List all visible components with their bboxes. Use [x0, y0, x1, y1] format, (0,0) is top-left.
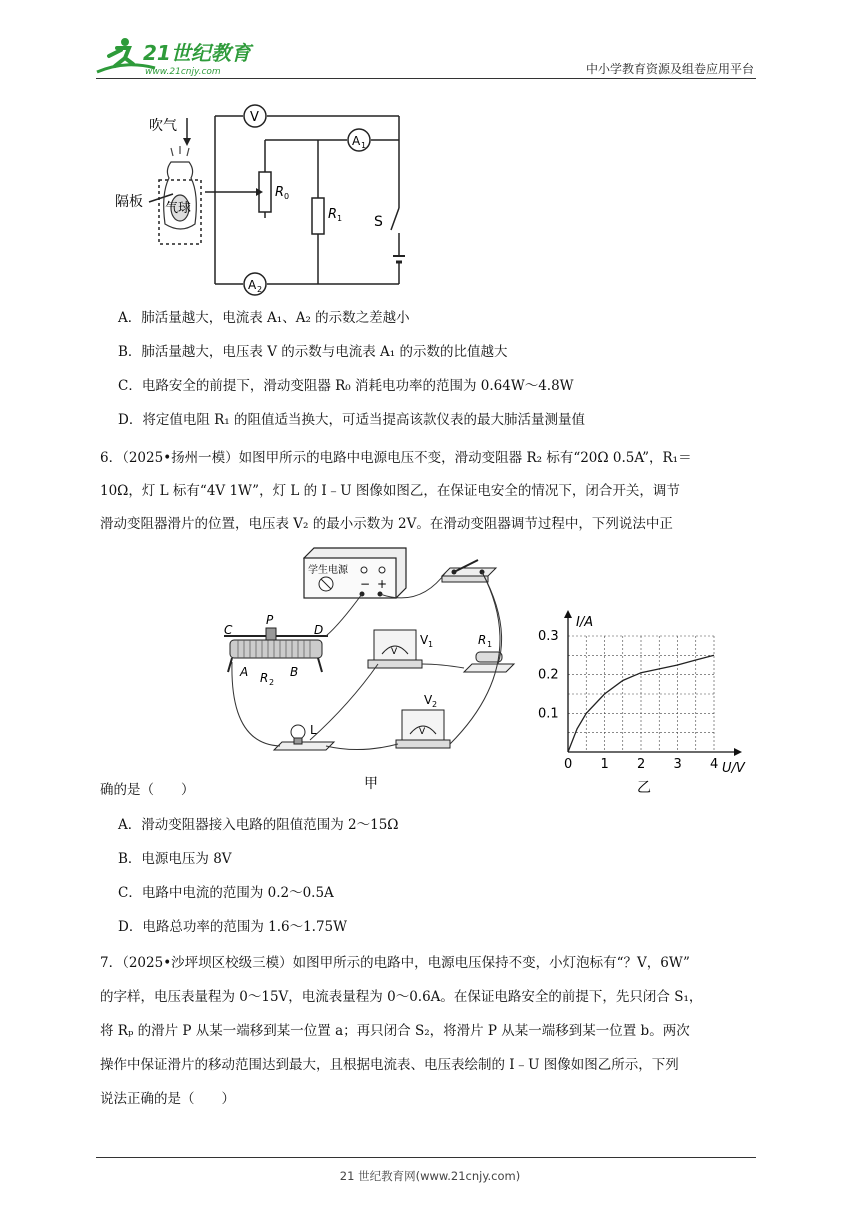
slider-p-label: P [266, 613, 274, 627]
r1-sub: 1 [337, 214, 343, 223]
ammeter-a1-label: A [352, 134, 361, 148]
q5-option-d[interactable]: D．将定值电阻 R₁ 的阻值适当换大，可适当提高该款仪表的最大肺活量测量值 [118, 412, 585, 428]
q6-option-c[interactable]: C．电路中电流的范围为 0.2～0.5A [118, 885, 334, 901]
q7-stem-line-4: 操作中保证滑片的移动范围达到最大，且根据电流表、电压表绘制的 I﹣U 图像如图乙所示，下列 [100, 1057, 679, 1073]
q7-stem-line-1: 7．（2025•沙坪坝区校级三模）如图甲所示的电路中，电源电压保持不变，小灯泡标有“？V，6W” [100, 955, 690, 971]
r1-jia-sub: 1 [487, 640, 493, 649]
r1-jia-label: R [478, 633, 487, 647]
q5-option-c[interactable]: C．电路安全的前提下，滑动变阻器 R₀ 消耗电功率的范围为 0.64W～4.8W [118, 378, 574, 394]
chart-axes [564, 610, 742, 756]
lung-capacity-circuit-diagram [115, 98, 415, 298]
iu-curve-chart [535, 600, 765, 800]
r1-label: R [328, 207, 338, 222]
x-tick-label: 0 [564, 757, 573, 772]
q6-stem-line-4: 确的是（ ） [100, 782, 195, 798]
site-logo [95, 34, 265, 78]
terminal-d-label: D [314, 623, 324, 637]
v2-face-label: V [419, 727, 426, 737]
balloon-label: 气球 [165, 201, 192, 216]
v1-sub: 1 [428, 640, 434, 649]
q6-stem-line-3: 滑动变阻器滑片的位置，电压表 V₂ 的最小示数为 2V。在滑动变阻器调节过程中，下列说法中正 [100, 516, 673, 532]
r0-label: R [275, 185, 285, 200]
x-axis-label: U/V [722, 761, 745, 776]
blow-label: 吹气 [149, 118, 177, 134]
logo-title: 21世纪教育 [143, 41, 251, 65]
ammeter-a2-sub: 2 [257, 285, 263, 294]
y-axis-label: I/A [576, 615, 594, 630]
v1-label: V [420, 633, 429, 647]
v1-face-label: V [391, 647, 398, 657]
y-tick-label: 0.3 [538, 629, 559, 644]
x-tick-label: 2 [637, 757, 646, 772]
terminal-c-label: C [224, 623, 233, 637]
q6-stem-line-2: 10Ω，灯 L 标有“4V 1W”，灯 L 的 I﹣U 图像如图乙，在保证电安全的情况下，闭合开关，调节 [100, 483, 680, 499]
q7-stem-line-3: 将 Rₚ 的滑片 P 从某一端移到某一位置 a；再只闭合 S₂，将滑片 P 从某一端移到某一位置 b。两次 [100, 1023, 690, 1039]
x-tick-label: 3 [673, 757, 682, 772]
power-supply-label: 学生电源 [308, 565, 348, 576]
r0-sub: 0 [284, 192, 290, 201]
chart-grid [568, 636, 714, 752]
balloon-bottle-icon [164, 146, 197, 229]
partition-label: 隔板 [115, 194, 143, 210]
ammeter-a2-label: A [248, 278, 257, 292]
q6-stem-line-1: 6．（2025•扬州一模）如图甲所示的电路中电源电压不变，滑动变阻器 R₂ 标有“20Ω 0.5A”，R₁＝ [100, 450, 692, 466]
v2-label: V [424, 693, 433, 707]
y-tick-label: 0.2 [538, 667, 559, 683]
r2-label: R [260, 671, 269, 685]
q7-stem-line-5: 说法正确的是（ ） [100, 1091, 235, 1107]
q5-option-a[interactable]: A．肺活量越大，电流表 A₁、A₂ 的示数之差越小 [118, 310, 410, 326]
bulb-l-icon [274, 725, 334, 750]
header-divider [96, 78, 756, 79]
x-tick-label: 4 [710, 757, 719, 772]
switch-label: S [374, 214, 383, 230]
y-tick-label: 0.1 [538, 706, 559, 722]
footer-divider [96, 1157, 756, 1158]
q5-option-b[interactable]: B．肺活量越大，电压表 V 的示数与电流表 A₁ 的示数的比值越大 [118, 344, 508, 360]
q7-stem-line-2: 的字样，电压表量程为 0～15V，电流表量程为 0～0.6A。在保证电路安全的前提下，先只闭合 S₁， [100, 989, 703, 1005]
q6-option-a[interactable]: A．滑动变阻器接入电路的阻值范围为 2～15Ω [118, 817, 399, 833]
resistor-r1-icon [464, 652, 514, 672]
r2-sub: 2 [269, 678, 275, 687]
header-platform-text: 中小学教育资源及组卷应用平台 [585, 62, 754, 76]
q6-option-b[interactable]: B．电源电压为 8V [118, 851, 232, 867]
terminal-b-label: B [290, 665, 299, 679]
terminal-a-label: A [240, 665, 249, 679]
x-tick-label: 1 [600, 757, 609, 772]
bulb-l-label: L [310, 723, 317, 737]
svg-text:−: − [360, 577, 371, 591]
y-axis-arrow [564, 610, 572, 618]
knife-switch-icon [442, 560, 496, 582]
q6-option-d[interactable]: D．电路总功率的范围为 1.6～1.75W [118, 919, 348, 935]
x-axis-arrow [734, 748, 742, 756]
ammeter-a1-sub: 1 [361, 141, 367, 150]
figure-jia-caption: 甲 [364, 776, 378, 792]
v2-sub: 2 [432, 700, 438, 709]
voltmeter-label: V [250, 110, 259, 125]
footer-link[interactable]: 21 世纪教育网(www.21cnjy.com) [339, 1169, 521, 1183]
circuit-apparatus-diagram-jia [210, 544, 530, 794]
logo-url: www.21cnjy.com [145, 67, 221, 77]
svg-text:+: + [377, 577, 388, 591]
figure-yi-caption: 乙 [637, 780, 651, 796]
